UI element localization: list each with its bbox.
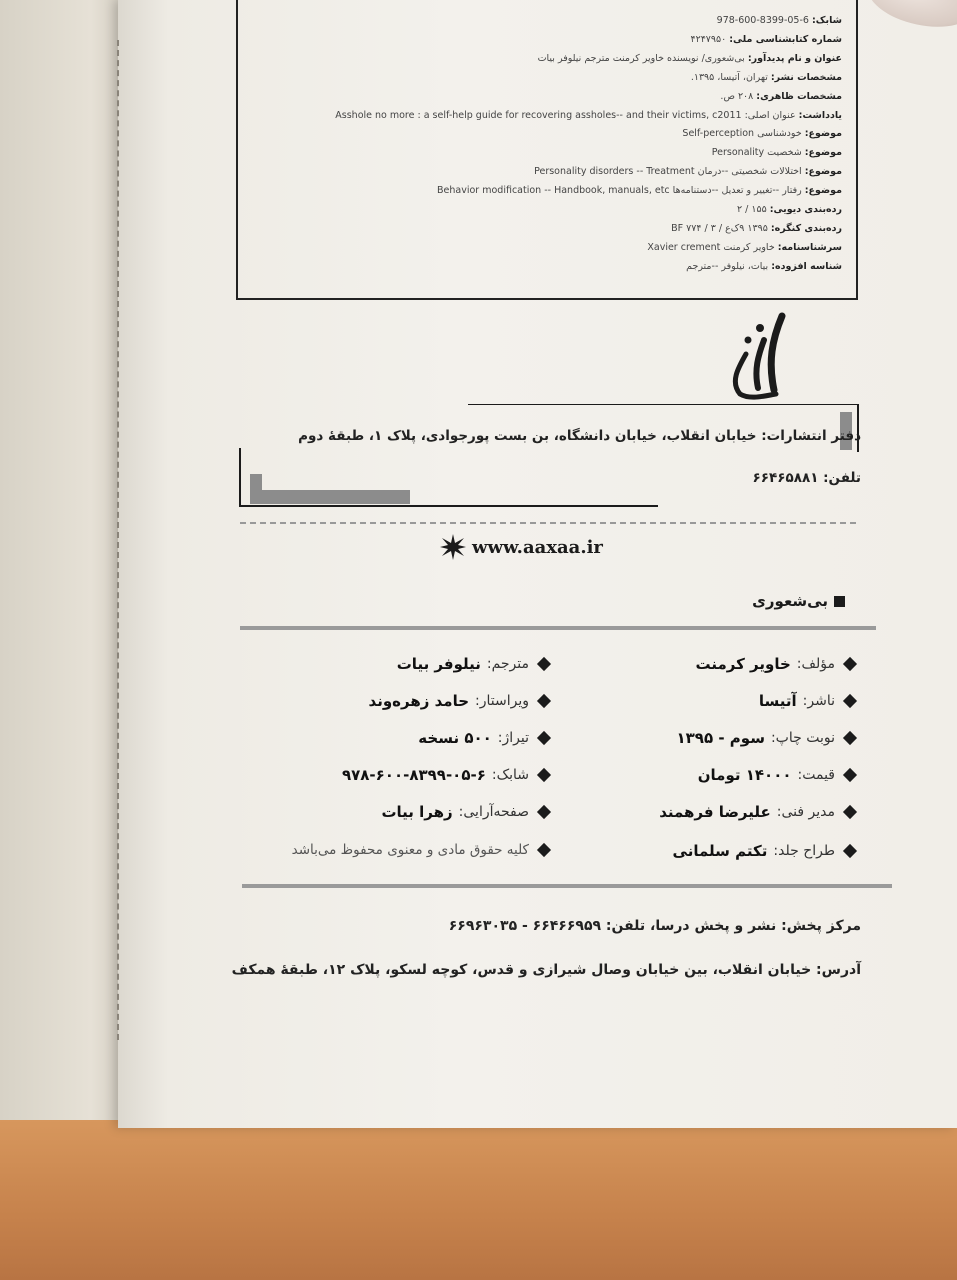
office-address: دفتر انتشارات: خیابان انقلاب، خیابان دانشگاه، بن بست پورجوادی، پلاک ۱، طبقهٔ دوم (298, 428, 861, 444)
diamond-bullet-icon (843, 694, 857, 708)
website-block (440, 532, 603, 562)
diamond-bullet-icon (537, 694, 551, 708)
facing-page (0, 0, 130, 1120)
book-title-row (752, 592, 845, 610)
cip-row: موضوع: رفتار --تغییر و تعدیل --دستنامه‌ها Behavior modification -- Handbook, manuals, etc (437, 185, 842, 197)
cip-row: سرشناسنامه: خاویر کرمنت Xavier crement (647, 241, 842, 253)
credit-publisher: ناشر: آتیسا (759, 692, 855, 710)
finger (862, 0, 957, 36)
cip-row: رده‌بندی دیویی: ۱۵۵ / ۲ (737, 204, 842, 216)
credit-price: قیمت: ۱۴۰۰۰ تومان (698, 766, 855, 784)
publisher-logo (724, 310, 794, 400)
cip-row: مشخصات ظاهری: ۲۰۸ ص. (720, 90, 842, 102)
address-frame (238, 404, 860, 508)
credit-isbn: شابک: ۹۷۸-۶۰۰-۸۳۹۹-۰۵-۶ (342, 766, 549, 784)
credit-technical-manager: مدیر فنی: علیرضا فرهمند (659, 803, 855, 821)
diamond-bullet-icon (843, 657, 857, 671)
diamond-bullet-icon (537, 768, 551, 782)
book-title: بی‌شعوری (752, 592, 828, 610)
wooden-table (0, 1120, 957, 1280)
cip-row: عنوان و نام پدیدآور: بی‌شعوری/ نویسنده خاویر کرمنت مترجم نیلوفر بیات (537, 52, 842, 64)
diamond-bullet-icon (537, 657, 551, 671)
cip-row: شماره کتابشناسی ملی: ۴۲۴۷۹۵۰ (690, 33, 842, 45)
credit-translator: مترجم: نیلوفر بیات (397, 655, 549, 673)
diamond-bullet-icon (843, 731, 857, 745)
star-burst-icon (440, 534, 466, 560)
cip-row: موضوع: خودشناسی Self-perception (682, 128, 842, 140)
credit-print-run: تیراژ: ۵۰۰ نسخه (418, 729, 549, 747)
credit-rights: کلیه حقوق مادی و معنوی محفوظ می‌باشد (292, 842, 549, 858)
credit-edition: نوبت چاپ: سوم - ۱۳۹۵ (677, 729, 856, 747)
cip-row: یادداشت: عنوان اصلی: Asshole no more : a self-help guide for recovering assholes-- and their victims, c2011 (335, 109, 842, 121)
cip-row: شابک: 978-600-8399-05-6 (716, 15, 842, 26)
square-bullet-icon (834, 596, 845, 607)
page-binding-stitches (117, 40, 123, 1040)
credit-editor: ویراستار: حامد زهره‌وند (369, 692, 549, 710)
distribution-address: آدرس: خیابان انقلاب، بین خیابان وصال شیرازی و قدس، کوچه لسکو، پلاک ۱۲، طبقهٔ همکف (231, 962, 861, 978)
distribution-center: مرکز پخش: نشر و پخش درسا، تلفن: ۶۶۴۶۶۹۵۹ - ۶۶۹۶۳۰۳۵ (448, 918, 861, 934)
diamond-bullet-icon (537, 805, 551, 819)
credit-author: مؤلف: خاویر کرمنت (695, 655, 855, 673)
credit-layout: صفحه‌آرایی: زهرا بیات (381, 803, 549, 821)
dashed-divider (240, 522, 856, 524)
website-url: www.aaxaa.ir (472, 536, 603, 558)
diamond-bullet-icon (843, 844, 857, 858)
bottom-rule (242, 884, 892, 888)
top-rule (240, 626, 876, 630)
diamond-bullet-icon (843, 805, 857, 819)
cip-catalog-box (236, 0, 858, 300)
cip-row: موضوع: شخصیت Personality (711, 147, 842, 159)
cip-row: مشخصات نشر: تهران، آتیسا، ۱۳۹۵. (690, 71, 842, 83)
cip-row: رده‌بندی کنگره: ۱۳۹۵ ۹ک‌ع / ۳ / BF ۷۷۴ (671, 222, 842, 234)
diamond-bullet-icon (537, 843, 551, 857)
credit-cover-designer: طراح جلد: تکتم سلمانی (673, 842, 855, 860)
cip-row: شناسه افزوده: بیات، نیلوفر --مترجم (686, 260, 842, 272)
cip-row: موضوع: اختلالات شخصیتی --درمان Personality disorders -- Treatment (534, 166, 842, 178)
diamond-bullet-icon (537, 731, 551, 745)
office-phone: تلفن: ۶۶۴۶۵۸۸۱ (752, 470, 861, 486)
diamond-bullet-icon (843, 768, 857, 782)
